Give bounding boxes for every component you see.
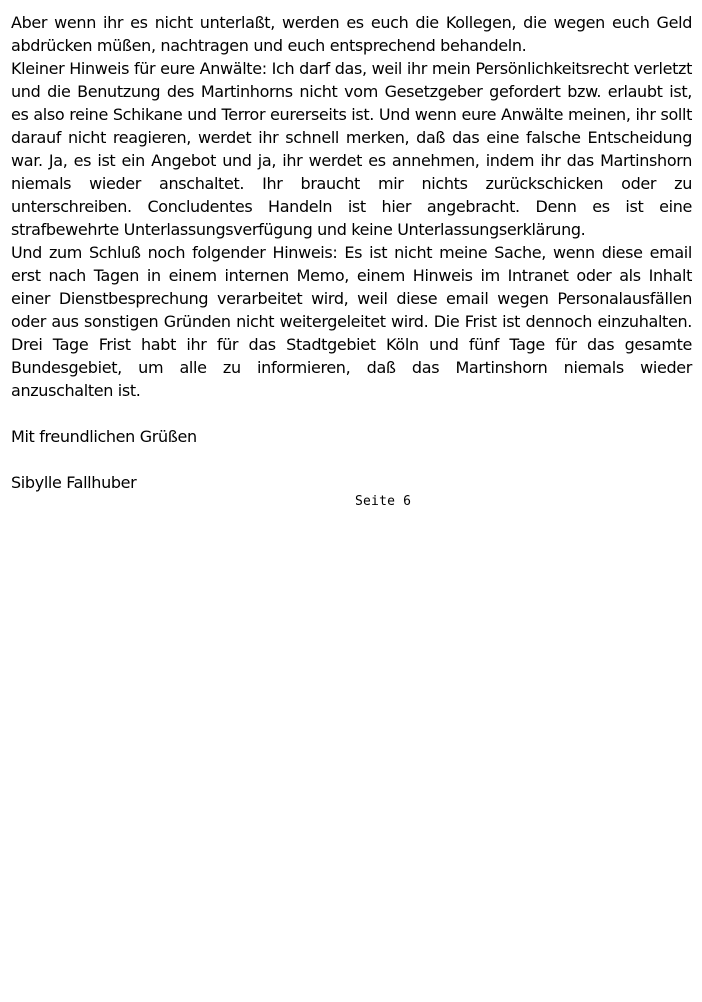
spacer xyxy=(11,402,692,425)
signature-name: Sibylle Fallhuber xyxy=(11,473,137,492)
page-number: Seite 6 xyxy=(355,494,412,509)
paragraph-3: Und zum Schluß noch folgender Hinweis: Es ist nicht meine Sache, wenn diese email erst nach Tagen in einem internen Memo, einem Hinweis im Intranet oder als Inhalt einer Dienstbesprechung verarbeitet wird, weil diese email wegen Personalausfällen oder aus sonstigen Gründen nicht weitergeleitet wird. Die Frist ist dennoch einzuhalten. Drei Tage Frist habt ihr für das Stadtgebiet Köln und fünf Tage für das gesamte Bundesgebiet, um alle zu informieren, daß das Martinshorn niemals wieder anzuschalten ist. xyxy=(11,243,692,400)
closing-line: Mit freundlichen Grüßen xyxy=(11,427,197,446)
paragraph-1: Aber wenn ihr es nicht unterlaßt, werden es euch die Kollegen, die wegen euch Geld abdrücken müßen, nachtragen und euch entsprechend behandeln. xyxy=(11,13,692,55)
document-page xyxy=(11,11,692,494)
spacer xyxy=(11,448,692,471)
paragraph-2: Kleiner Hinweis für eure Anwälte: Ich darf das, weil ihr mein Persönlichkeitsrecht verletzt und die Benutzung des Martinhorns nicht vom Gesetzgeber gefordert bzw. erlaubt ist, es also reine Schikane und Terror eurerseits ist. Und wenn eure Anwälte meinen, ihr sollt darauf nicht reagieren, werdet ihr schnell merken, daß das eine falsche Entscheidung war. Ja, es ist ein Angebot und ja, ihr werdet es annehmen, indem ihr das Martinshorn niemals wieder anschaltet. Ihr braucht mir nichts zurückschicken oder zu unterschreiben. Concludentes Handeln ist hier angebracht. Denn es ist eine strafbewehrte Unterlassungsverfügung und keine Unterlassungserklärung. xyxy=(11,59,692,239)
